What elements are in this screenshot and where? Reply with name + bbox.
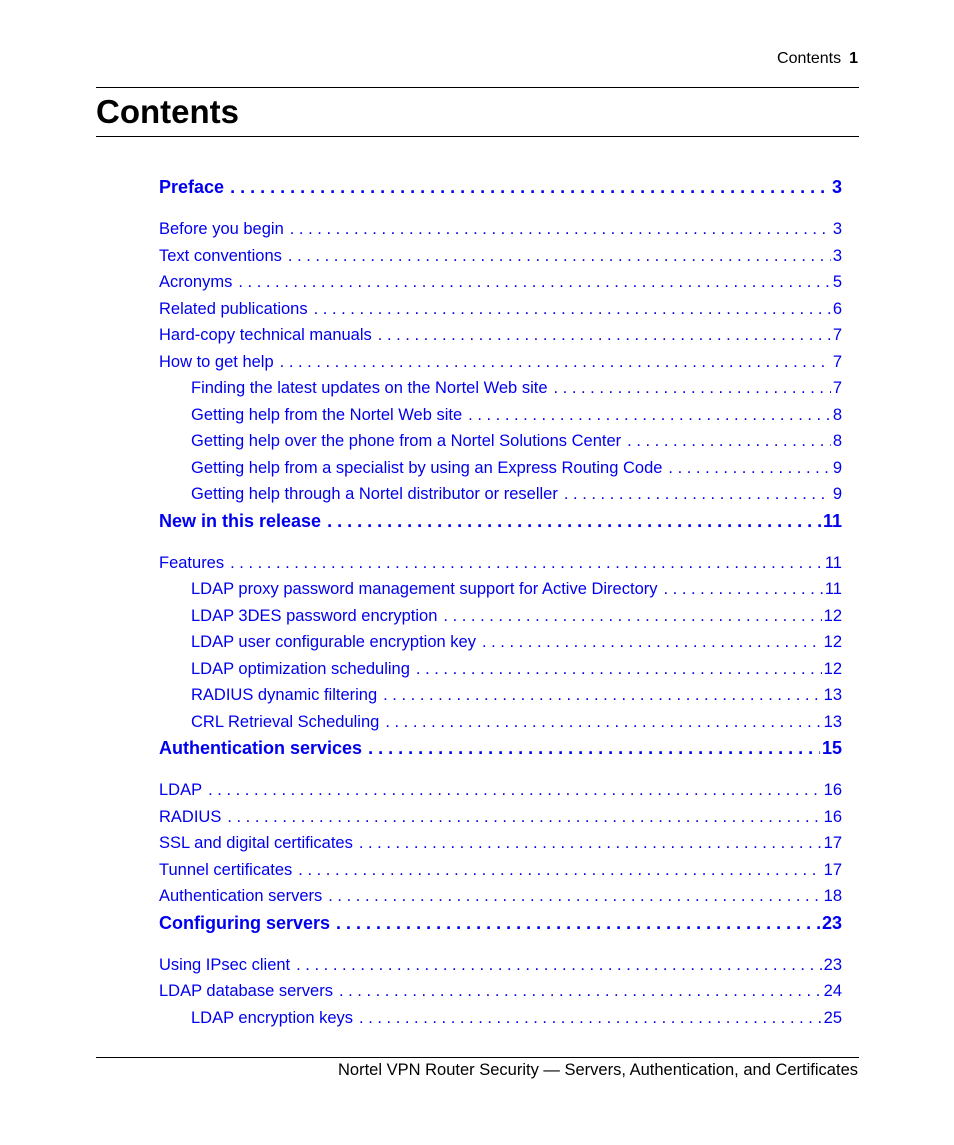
toc-entry-page: 23 — [821, 912, 842, 933]
toc-dot-leader — [298, 859, 821, 881]
toc-dot-leader — [230, 552, 823, 574]
toc-entry-label: New in this release — [159, 510, 322, 531]
toc-entry-label: Preface — [159, 177, 225, 197]
toc-entry-label: LDAP — [159, 781, 203, 799]
toc-entry-label: How to get help — [159, 352, 274, 371]
toc-dot-leader — [328, 885, 821, 907]
header-rule — [96, 87, 859, 88]
toc-dot-leader — [443, 605, 821, 627]
footer-text: Nortel VPN Router Security — Servers, Authentication, and Certificates — [338, 1061, 858, 1079]
toc-entry[interactable] — [159, 779, 842, 801]
toc-entry[interactable] — [159, 351, 842, 373]
running-header — [777, 50, 858, 68]
toc-entry-page: 7 — [832, 379, 842, 397]
toc-entry-page: 8 — [832, 432, 842, 450]
toc-entry[interactable] — [191, 483, 842, 505]
toc-dot-leader — [290, 218, 831, 240]
toc-dot-leader — [227, 806, 821, 828]
toc-entry-page: 24 — [823, 982, 842, 1000]
toc-entry[interactable] — [191, 457, 842, 479]
toc-entry[interactable] — [191, 605, 842, 627]
toc-entry[interactable] — [159, 806, 842, 828]
toc-entry-page: 17 — [823, 834, 842, 852]
toc-entry[interactable] — [159, 245, 842, 267]
toc-entry-page: 5 — [832, 273, 842, 291]
toc-entry[interactable] — [159, 832, 842, 854]
toc-entry-page: 3 — [832, 246, 842, 265]
toc-entry[interactable] — [191, 684, 842, 706]
toc-entry-page: 11 — [824, 580, 842, 598]
toc-entry-page: 9 — [832, 458, 842, 477]
toc-entry-page: 16 — [823, 807, 842, 826]
title-rule — [96, 136, 859, 137]
toc-entry-label: Configuring servers — [159, 912, 331, 933]
toc-dot-leader — [383, 684, 822, 706]
toc-entry[interactable] — [159, 324, 842, 346]
page-title: Contents — [96, 93, 239, 130]
toc-entry-page: 18 — [823, 887, 842, 905]
toc-entry-page: 11 — [822, 510, 842, 531]
toc-entry-page: 17 — [823, 860, 842, 879]
toc-entry[interactable] — [159, 980, 842, 1002]
toc-entry-label: Getting help from the Nortel Web site — [191, 405, 463, 424]
toc-dot-leader — [230, 176, 830, 198]
toc-dot-leader — [385, 711, 821, 733]
toc-chapter-entry[interactable] — [159, 912, 842, 934]
toc-entry[interactable] — [191, 1007, 842, 1029]
toc-entry-label: Authentication services — [159, 738, 363, 758]
toc-entry-page: 13 — [823, 686, 842, 704]
toc-entry-label: Hard-copy technical manuals — [159, 326, 372, 344]
toc-dot-leader — [368, 737, 820, 759]
running-header-title: Contents — [777, 50, 842, 67]
toc-entry[interactable] — [191, 711, 842, 733]
toc-entry-page: 6 — [832, 299, 842, 318]
toc-entry[interactable] — [191, 631, 842, 653]
toc-entry-label: Acronyms — [159, 273, 233, 291]
toc-entry-label: Getting help through a Nortel distributor or reseller — [191, 485, 558, 503]
toc-entry[interactable] — [159, 885, 842, 907]
toc-entry-label: LDAP database servers — [159, 982, 333, 1000]
toc-entry-page: 7 — [832, 352, 842, 371]
toc-entry-page: 11 — [824, 553, 842, 572]
toc-entry-label: Before you begin — [159, 220, 284, 238]
toc-entry-page: 12 — [823, 659, 842, 678]
toc-entry-label: LDAP optimization scheduling — [191, 659, 410, 678]
toc-entry-label: Text conventions — [159, 246, 282, 265]
toc-dot-leader — [336, 912, 820, 934]
toc-entry-page: 3 — [832, 220, 842, 238]
toc-dot-leader — [288, 245, 831, 267]
toc-dot-leader — [668, 457, 830, 479]
toc-entry-label: Features — [159, 553, 225, 572]
toc-entry-page: 12 — [823, 633, 842, 651]
toc-dot-leader — [327, 510, 821, 532]
toc-dot-leader — [664, 578, 823, 600]
toc-dot-leader — [627, 430, 831, 452]
toc-entry-label: LDAP proxy password management support for Active Directory — [191, 580, 658, 598]
toc-entry-label: RADIUS — [159, 807, 222, 826]
toc-entry[interactable] — [191, 404, 842, 426]
toc-dot-leader — [359, 832, 822, 854]
toc-dot-leader — [378, 324, 831, 346]
toc-entry-page: 23 — [823, 955, 842, 974]
page-number: 1 — [849, 50, 858, 67]
toc-entry-page: 15 — [821, 738, 842, 758]
toc-chapter-entry[interactable] — [159, 737, 842, 759]
toc-entry-page: 16 — [823, 781, 842, 799]
toc-entry-label: Getting help over the phone from a Nortel Solutions Center — [191, 432, 622, 450]
toc-dot-leader — [296, 954, 822, 976]
footer-rule — [96, 1057, 859, 1058]
toc-dot-leader — [468, 404, 831, 426]
toc-entry[interactable] — [191, 578, 842, 600]
toc-entry[interactable] — [159, 271, 842, 293]
toc-entry-page: 3 — [831, 177, 842, 197]
toc-entry-label: Tunnel certificates — [159, 860, 293, 879]
toc-entry-label: Finding the latest updates on the Nortel Web site — [191, 379, 548, 397]
toc-entry[interactable] — [159, 552, 842, 574]
toc-entry-page: 13 — [823, 712, 842, 731]
toc-dot-leader — [208, 779, 822, 801]
toc-entry-label: Using IPsec client — [159, 955, 291, 974]
toc-dot-leader — [280, 351, 831, 373]
toc-dot-leader — [482, 631, 822, 653]
toc-dot-leader — [238, 271, 830, 293]
toc-chapter-entry[interactable] — [159, 176, 842, 198]
toc-entry-page: 25 — [823, 1008, 842, 1027]
toc-entry-label: Authentication servers — [159, 887, 323, 905]
toc-entry[interactable] — [159, 218, 842, 240]
toc-chapter-entry[interactable] — [159, 510, 842, 532]
toc-entry-label: CRL Retrieval Scheduling — [191, 712, 380, 731]
toc-entry[interactable] — [159, 859, 842, 881]
toc-entry-page: 12 — [823, 606, 842, 625]
toc-entry[interactable] — [191, 377, 842, 399]
toc-entry-page: 8 — [832, 405, 842, 424]
toc-entry-label: LDAP 3DES password encryption — [191, 606, 438, 625]
toc-entry-page: 9 — [832, 485, 842, 503]
toc-entry[interactable] — [191, 430, 842, 452]
toc-entry-label: Getting help from a specialist by using an Express Routing Code — [191, 458, 663, 477]
toc-entry[interactable] — [159, 298, 842, 320]
toc-dot-leader — [339, 980, 822, 1002]
toc-dot-leader — [564, 483, 831, 505]
toc-dot-leader — [314, 298, 831, 320]
toc-entry-label: LDAP user configurable encryption key — [191, 633, 476, 651]
toc-entry-page: 7 — [832, 326, 842, 344]
toc-entry-label: LDAP encryption keys — [191, 1008, 354, 1027]
toc-dot-leader — [554, 377, 831, 399]
toc-entry[interactable] — [159, 954, 842, 976]
toc-entry[interactable] — [191, 658, 842, 680]
toc-entry-label: Related publications — [159, 299, 308, 318]
toc-dot-leader — [359, 1007, 822, 1029]
toc-dot-leader — [416, 658, 822, 680]
toc-entry-label: SSL and digital certificates — [159, 834, 353, 852]
toc-entry-label: RADIUS dynamic filtering — [191, 686, 378, 704]
